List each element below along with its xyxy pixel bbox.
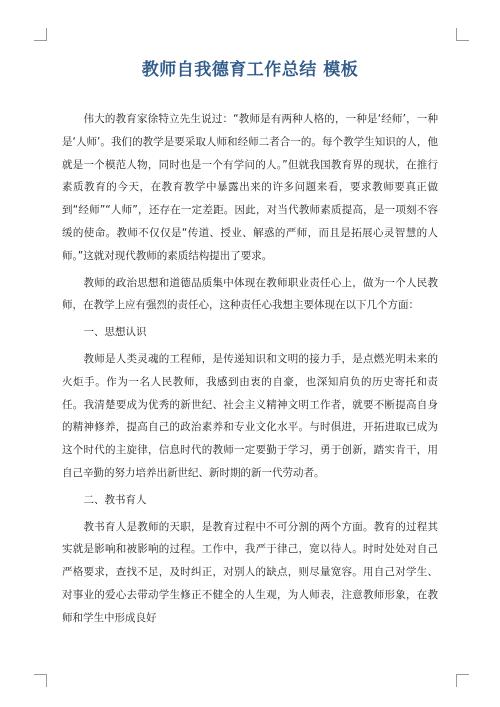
document-title: 教师自我德育工作总结 模板 xyxy=(141,60,359,80)
crop-mark-bottom-right xyxy=(456,674,469,687)
paragraph-responsibility: 教师的政治思想和道德品质集中体现在教师职业责任心上，做为一个人民教师，在教学上应有强烈的责任心，这种责任心我想主要体现在以下几个方面： xyxy=(62,276,438,312)
section-heading-teaching: 二、教书育人 xyxy=(83,493,147,506)
paragraph-intro: 伟大的教育家徐特立先生说过：“教师是有两种人格的，一种是‘经师’，一种是‘人师’。我们的教学是要采取人师和经师二者合一的。每个教学生知识的人，他就是一个模范人物，同时也是一个有学问的人。”但就我国教育界的现状，在推行素质教育的今天，在教育教学中暴露出来的许多问题来看，要求教师要真正做到“经师”“人师”，还存在一定差距。因此，对当代教师素质提高，是一项刻不容缓的使命。教师不仅仅是“传道、授业、解惑的严师，而且是拓展心灵智慧的人师。”这就对现代教师的素质结构提出了要求。 xyxy=(62,113,438,262)
paragraph-thought: 教师是人类灵魂的工程师，是传递知识和文明的接力手，是点燃光明未来的火炬手。作为一名人民教师，我感到由衷的自豪，也深知肩负的历史寄托和责任。我清楚要成为优秀的新世纪、社会主义精神文明工作者，就要不断提高自身的精神修养，提高自己的政治素养和专业文化水平。与时俱进，开拓进取已成为这个时代的主旋律，信息时代的教师一定要勤于学习，勇于创新，踏实肯干，用自己辛勤的努力培养出新世纪、新时期的新一代劳动者。 xyxy=(62,352,438,479)
paragraph-teaching: 教书育人是教师的天职，是教育过程中不可分割的两个方面。教育的过程其实就是影响和被影响的过程。工作中，我严于律己，宽以待人。时时处处对自己严格要求，查找不足，及时纠正，对别人的缺点，则尽量宽容。用自己对学生、对事业的爱心去带动学生修正不健全的人生观，为人师表，注意教师形象，在教师和学生中形成良好 xyxy=(62,520,438,624)
crop-mark-bottom-left xyxy=(34,674,47,687)
crop-mark-top-right xyxy=(456,28,469,41)
section-heading-thought: 一、思想认识 xyxy=(83,326,147,339)
crop-mark-top-left xyxy=(34,28,47,41)
document-page xyxy=(62,58,438,630)
